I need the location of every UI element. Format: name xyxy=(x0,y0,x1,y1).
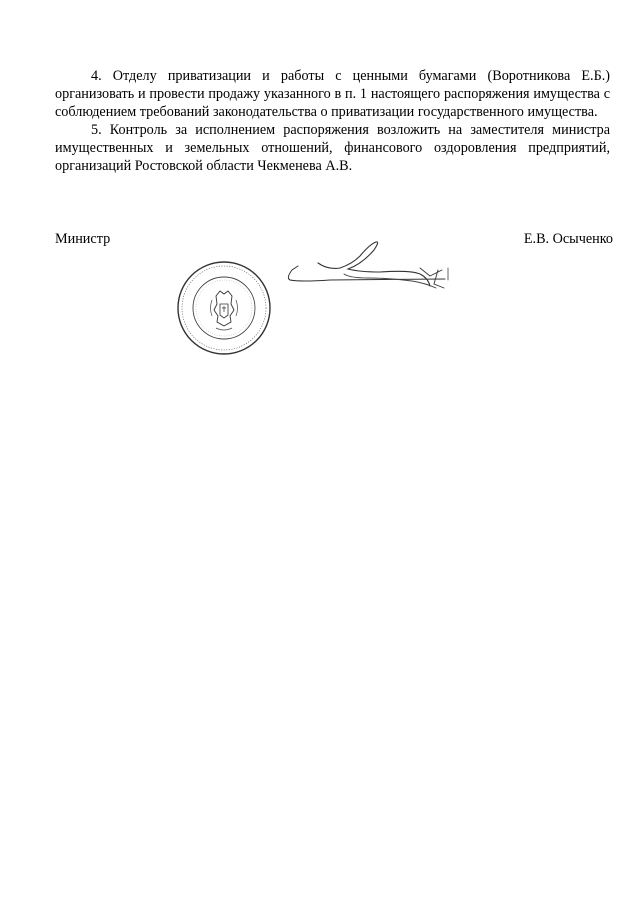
handwritten-signature-icon xyxy=(270,236,455,298)
document-body xyxy=(55,67,610,175)
paragraph-5: 5. Контроль за исполнением распоряжения возложить на заместителя министра имущественных и земельных отношений, финансового оздоровления предприятий, организаций Ростовской области Чекменева А.В. xyxy=(55,122,610,174)
official-seal-icon xyxy=(176,260,272,356)
signer-title: Министр xyxy=(55,231,111,247)
paragraph-4: 4. Отделу приватизации и работы с ценными бумагами (Воротникова Е.Б.) организовать и провести продажу указанного в п. 1 настоящего распоряжения имущества с соблюдением требований законодательства о приватизации государственного имущества. xyxy=(55,68,610,120)
signer-name: Е.В. Осыченко xyxy=(523,231,613,247)
